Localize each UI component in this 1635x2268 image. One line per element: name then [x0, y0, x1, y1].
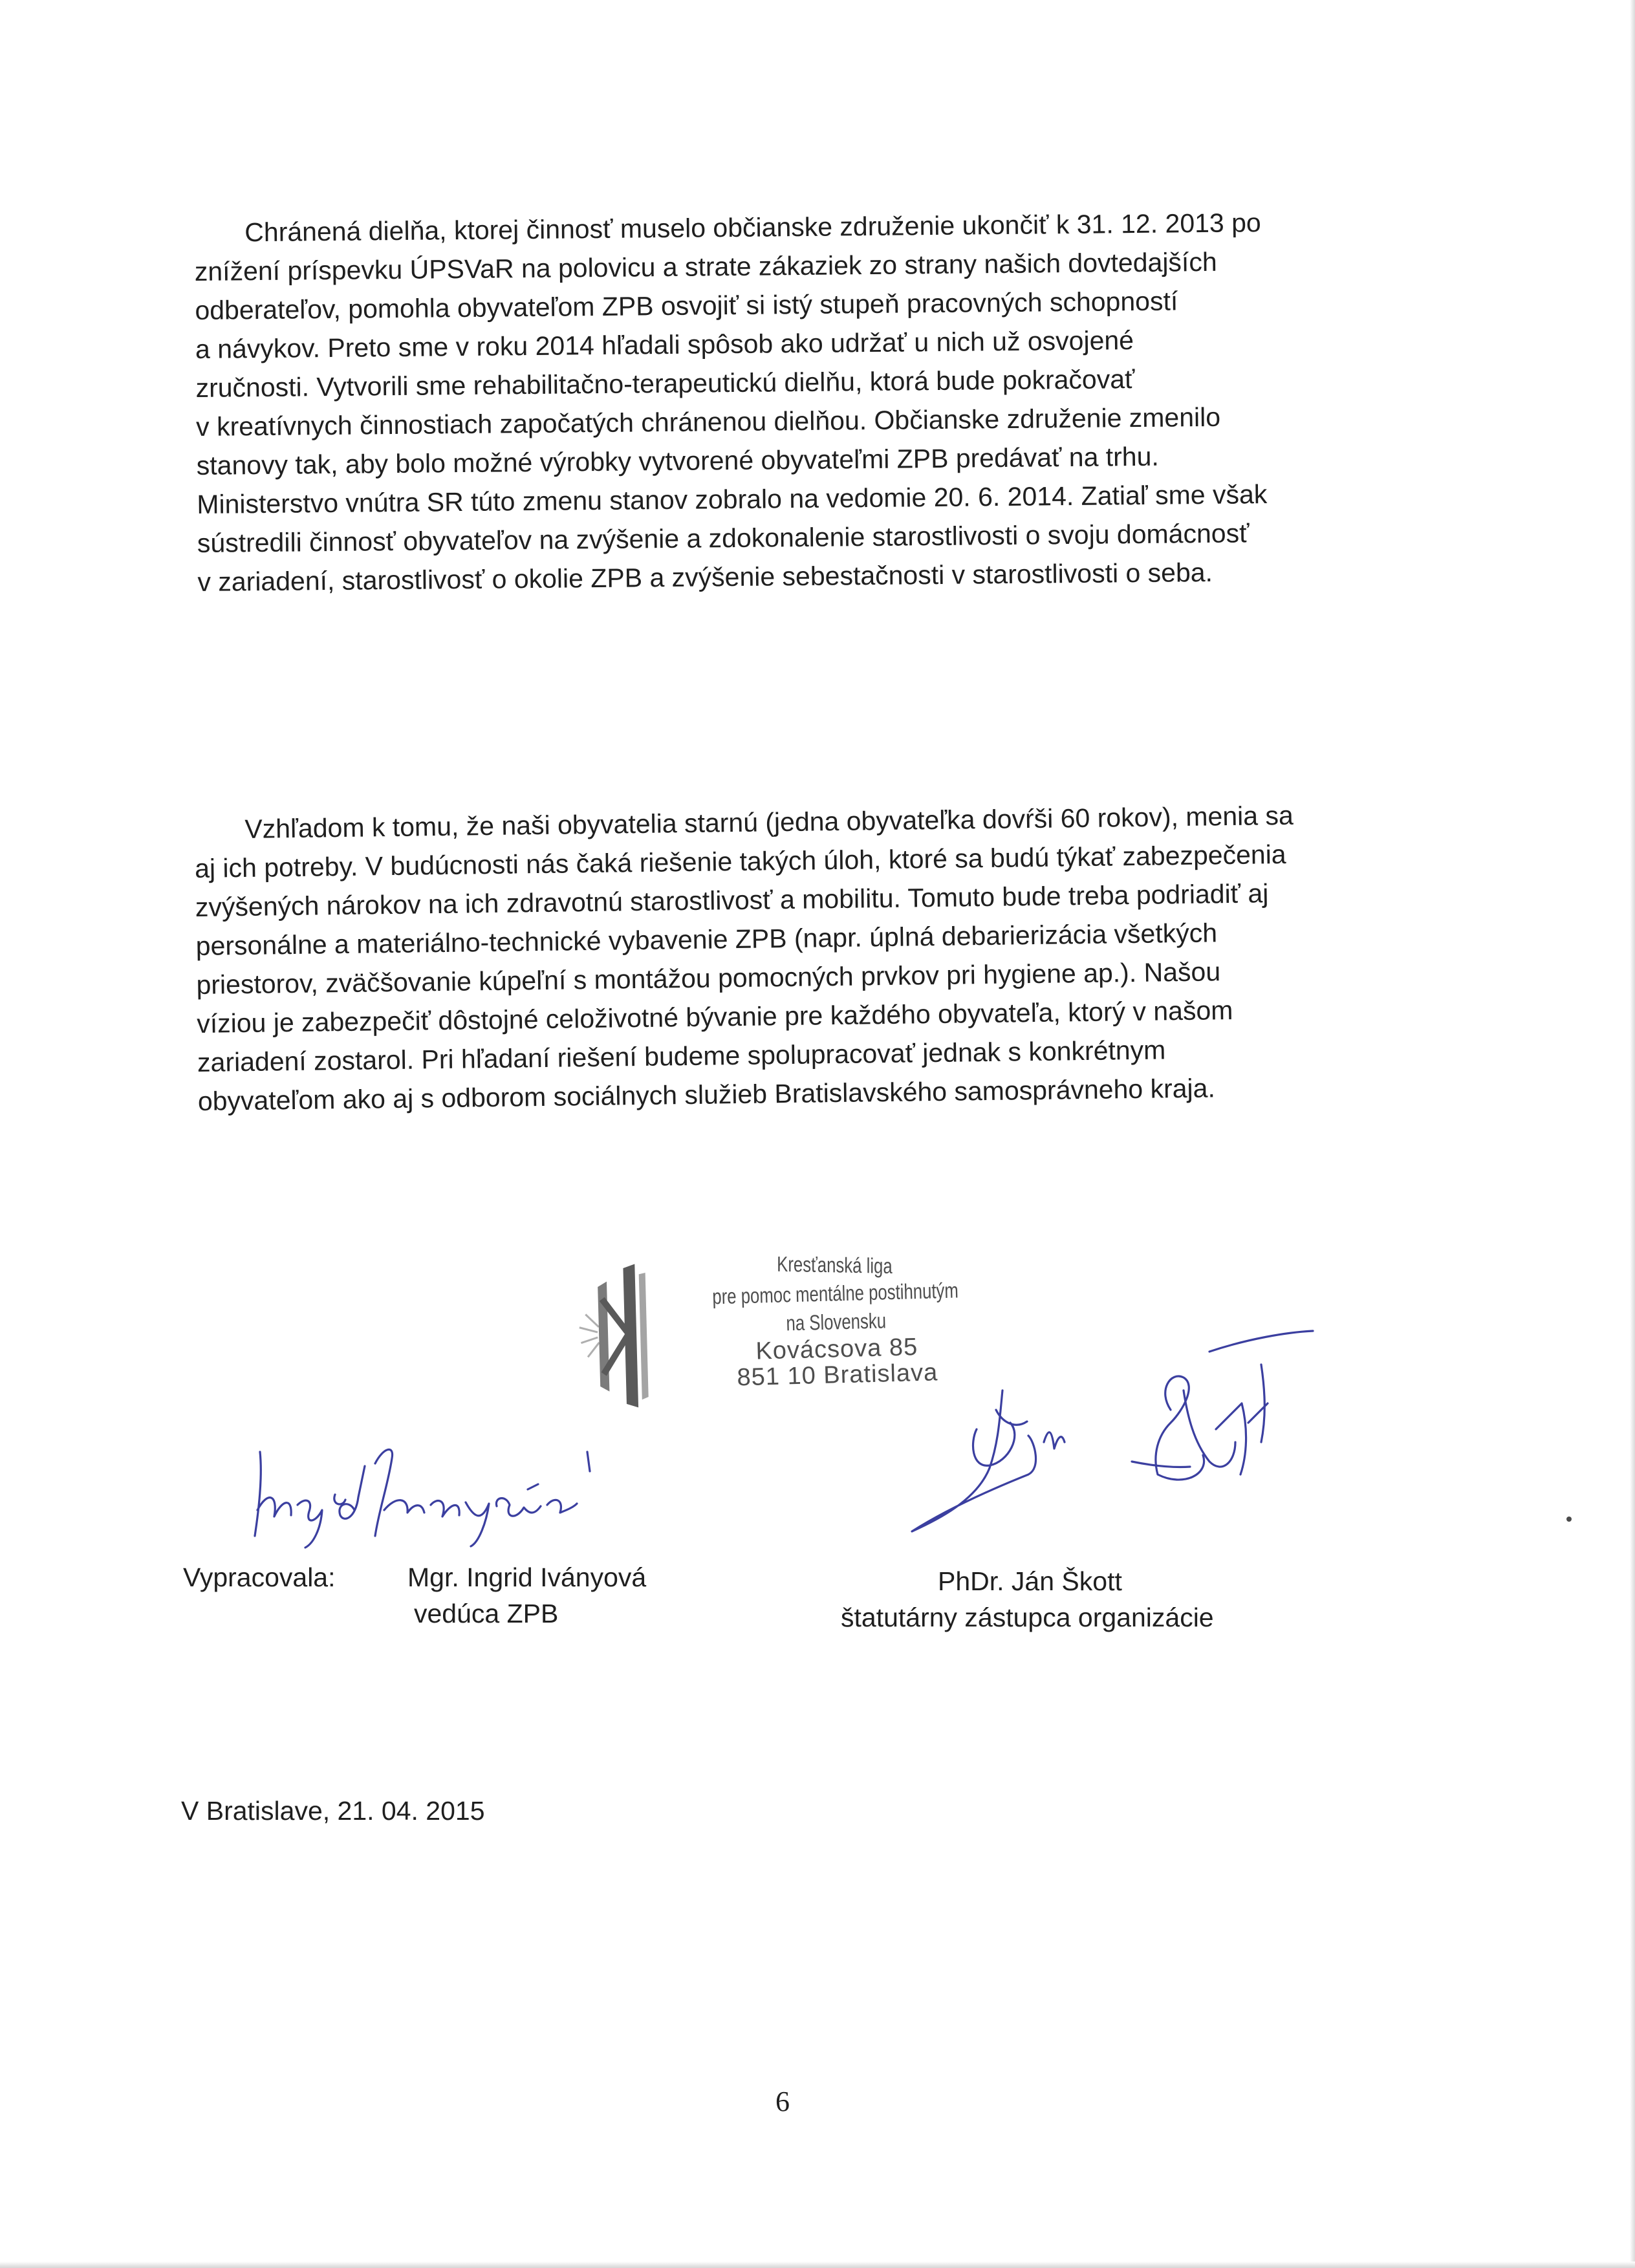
text-line: zručnosti. Vytvorili sme rehabilitačno-terapeutickú dielňu, ktorá bude pokračovať — [195, 364, 1135, 403]
paragraph-sheltered-workshop — [194, 202, 1388, 601]
text-line: aj ich potreby. V budúcnosti nás čaká riešenie takých úloh, ktoré sa budú týkať zabezpečenia — [194, 839, 1286, 883]
text-line: v kreatívnych činnostiach započatých chránenou dielňou. Občianske združenie zmenilo — [195, 402, 1221, 442]
stamp-street: Kovácsova 85 — [755, 1334, 918, 1365]
scan-edge-bottom — [0, 2262, 1635, 2268]
text-line: Vzhľadom k tomu, že naši obyvatelia starnú (jedna obyvateľka dovŕši 60 rokov), menia sa — [244, 800, 1294, 844]
text-line: personálne a materiálno-technické vybavenie ZPB (napr. úplná debarierizácia všetkých — [195, 918, 1218, 961]
scan-edge-right — [1630, 0, 1635, 2268]
stamp-city: 851 10 Bratislava — [737, 1359, 938, 1392]
text-line: priestorov, zväčšovanie kúpeľní s montážou pomocných prvkov pri hygiene ap.). Našou — [196, 956, 1221, 1000]
stamp-organization-country: na Slovensku — [785, 1308, 887, 1335]
paragraph-future-plans — [194, 795, 1388, 1121]
signer-left-role-label: Vypracovala: — [183, 1562, 336, 1592]
text-line: stanovy tak, aby bolo možné výrobky vytvorené obyvateľmi ZPB predávať na trhu. — [196, 441, 1160, 481]
text-line: odberateľov, pomohla obyvateľom ZPB osvojiť si istý stupeň pracovných schopností — [195, 286, 1178, 325]
text-line: obyvateľom ako aj s odborom sociálnych služieb Bratislavského samosprávneho kraja. — [197, 1073, 1216, 1116]
signature-ingrid-ivanyova — [246, 1432, 608, 1549]
stamp-organization-name: Kresťanská liga — [777, 1251, 893, 1279]
text-line: v zariadení, starostlivosť o okolie ZPB a zvýšenie sebestačnosti v starostlivosti o seba. — [197, 557, 1213, 597]
scan-speck — [1566, 1517, 1572, 1522]
text-line: víziou je zabezpečiť dôstojné celoživotné bývanie pre každého obyvateľa, ktorý v našom — [197, 995, 1233, 1039]
text-line: Chránená dielňa, ktorej činnosť muselo občianske združenie ukončiť k 31. 12. 2013 po — [244, 208, 1261, 248]
text-line: zariadení zostarol. Pri hľadaní riešení budeme spolupracovať jednak s konkrétnym — [197, 1035, 1166, 1077]
stamp-logo-icon — [572, 1261, 660, 1412]
text-line: zvýšených nárokov na ich zdravotnú starostlivosť a mobilitu. Tomuto bude treba podriadiť aj — [195, 878, 1269, 922]
signer-right-title: štatutárny zástupca organizácie — [841, 1603, 1214, 1632]
signature-jan-skott — [899, 1313, 1319, 1539]
page-number: 6 — [775, 2086, 790, 2117]
text-line: Ministerstvo vnútra SR túto zmenu stanov zobralo na vedomie 20. 6. 2014. Zatiaľ sme však — [197, 479, 1268, 519]
signer-right-name: PhDr. Ján Škott — [938, 1566, 1122, 1596]
stamp-organization-purpose: pre pomoc mentálne postihnutým — [711, 1278, 959, 1309]
signer-left-name: Mgr. Ingrid Iványová — [407, 1562, 647, 1592]
text-line: a návykov. Preto sme v roku 2014 hľadali spôsob ako udržať u nich už osvojené — [195, 325, 1134, 364]
text-line: znížení príspevku ÚPSVaR na polovicu a strate zákaziek zo strany našich dovtedajších — [194, 246, 1217, 286]
signer-left-title: vedúca ZPB — [414, 1599, 559, 1628]
text-line: sústredili činnosť obyvateľov na zvýšenie a zdokonalenie starostlivosti o svoju domácnosť — [197, 518, 1250, 558]
place-and-date: V Bratislave, 21. 04. 2015 — [181, 1796, 485, 1826]
